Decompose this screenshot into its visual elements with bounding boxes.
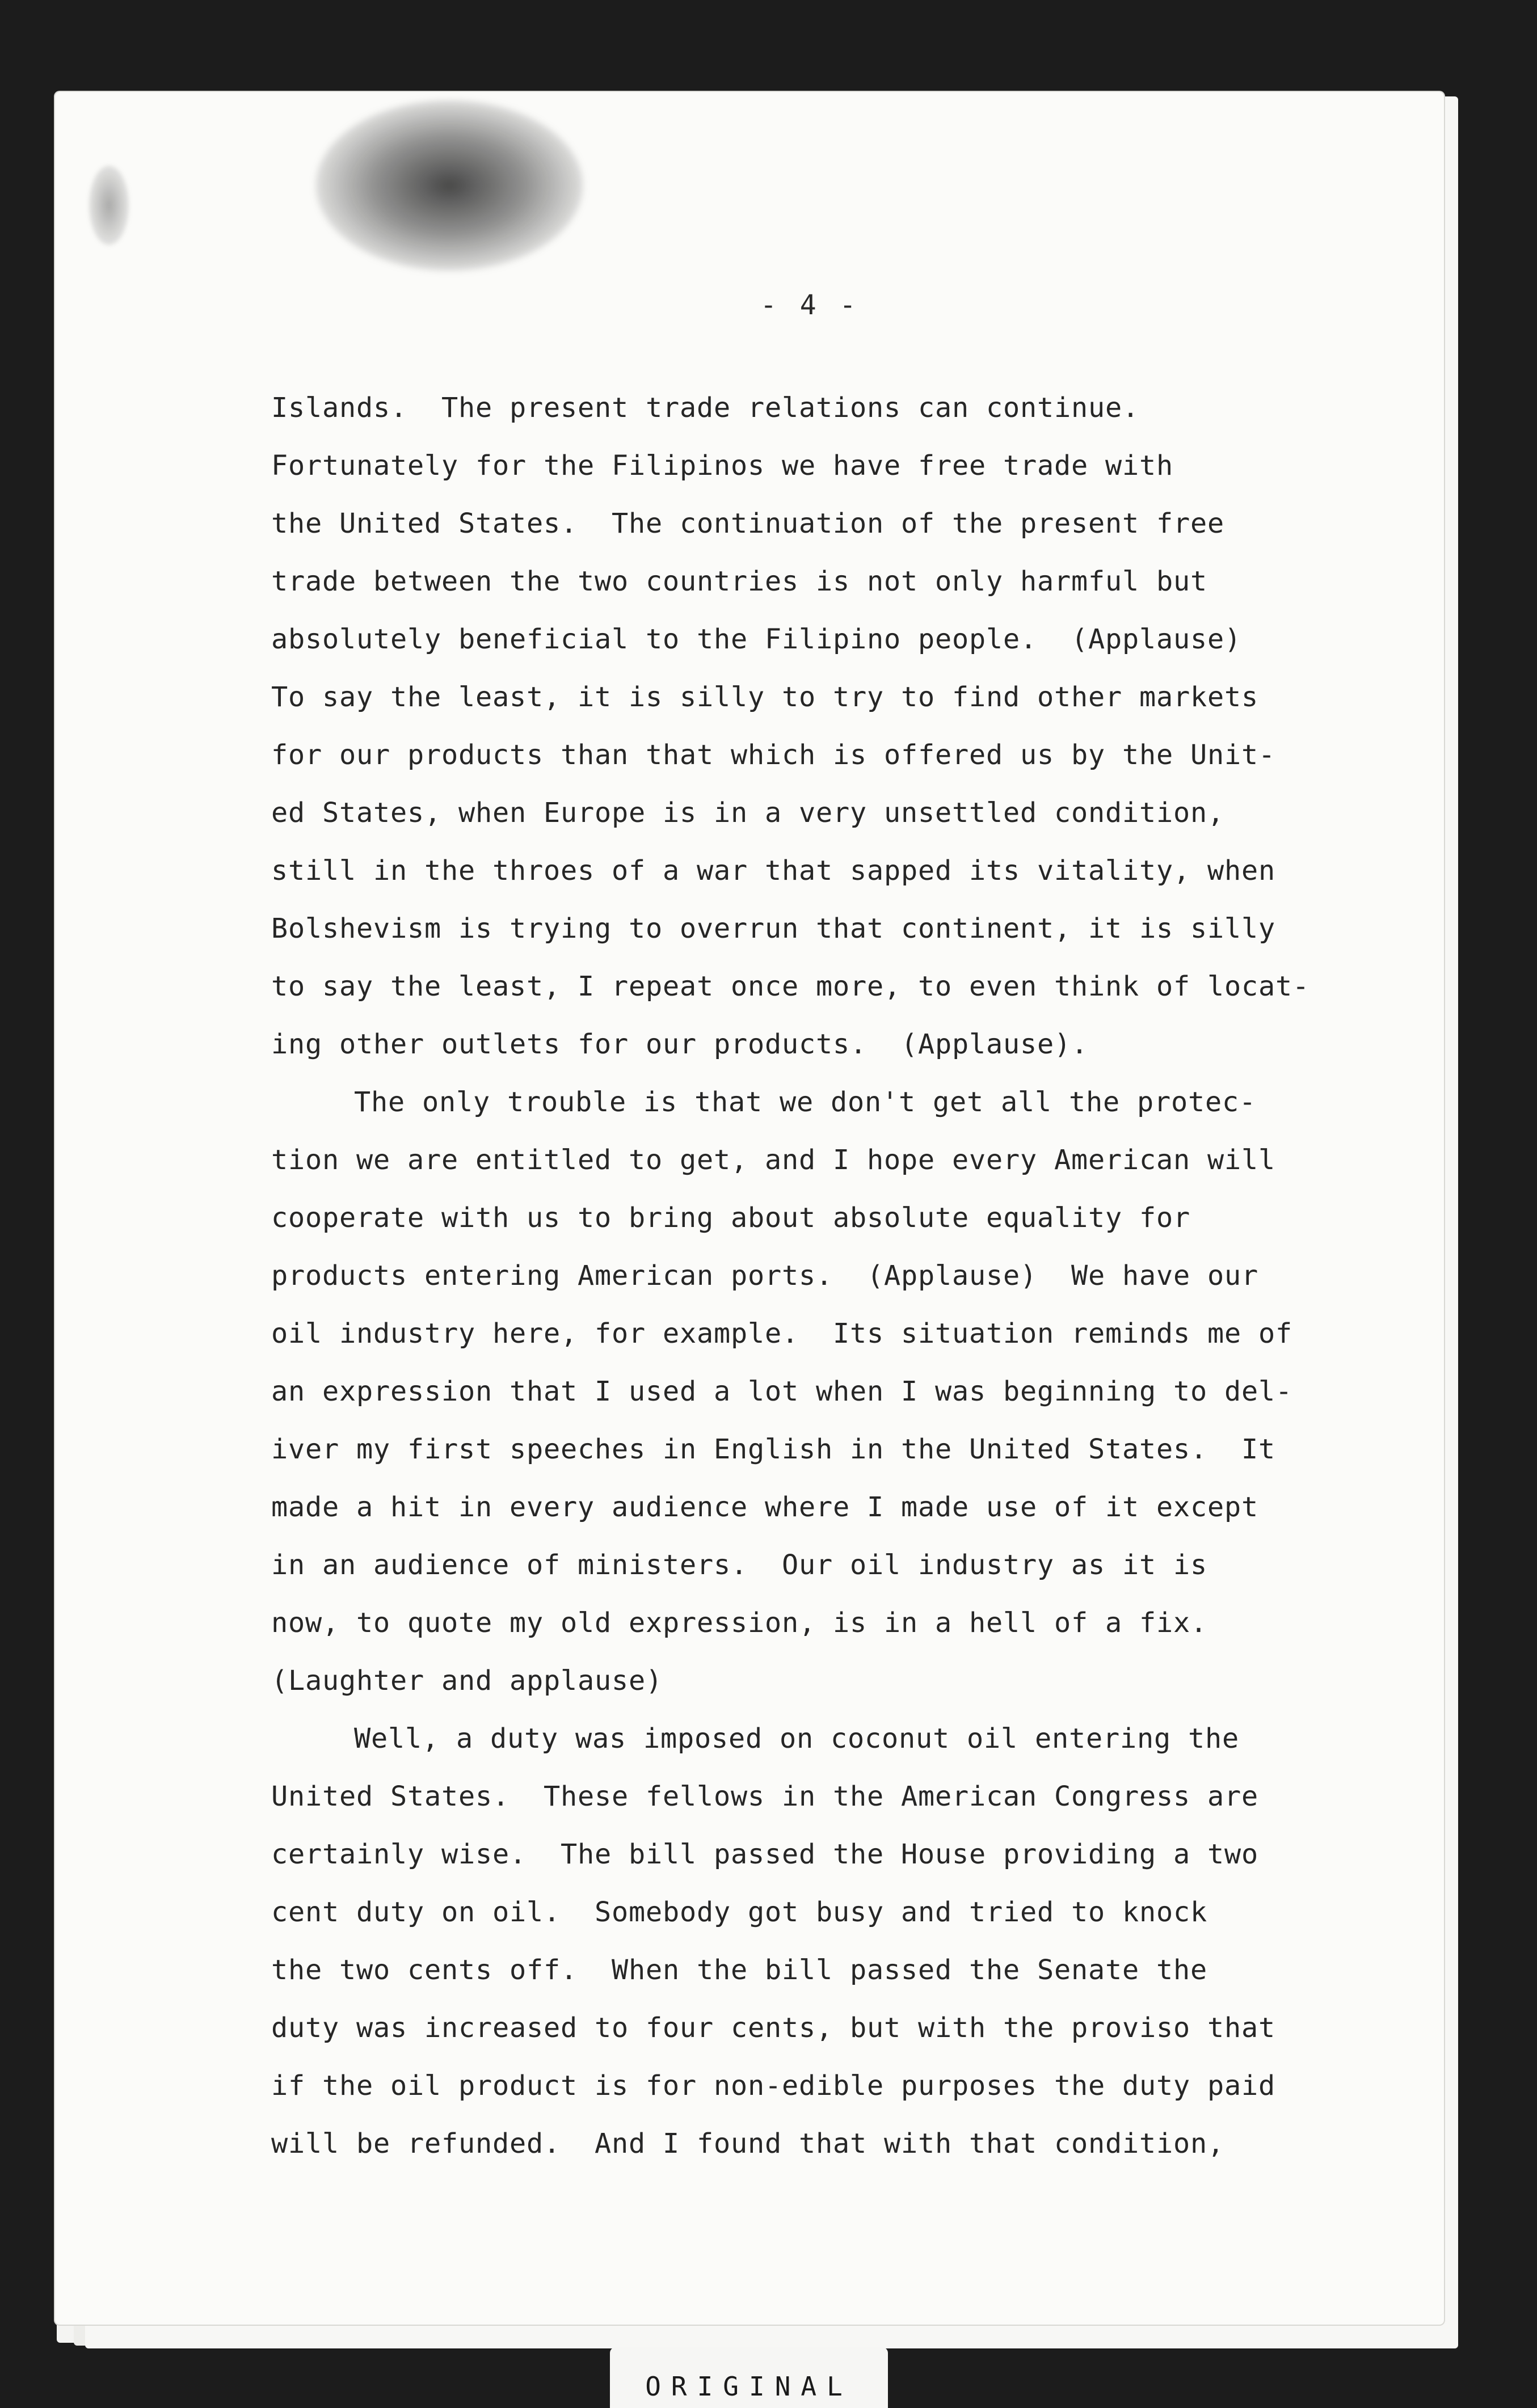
text-line: trade between the two countries is not only harmful but bbox=[271, 566, 1207, 597]
text-line: tion we are entitled to get, and I hope every American will bbox=[271, 1144, 1275, 1176]
text-line: still in the throes of a war that sapped its vitality, when bbox=[271, 855, 1275, 887]
text-line: Bolshevism is trying to overrun that continent, it is silly bbox=[271, 913, 1275, 944]
text-line: cooperate with us to bring about absolute equality for bbox=[271, 1202, 1190, 1234]
ink-smudge bbox=[89, 166, 129, 245]
text-line: in an audience of ministers. Our oil industry as it is bbox=[271, 1549, 1207, 1581]
original-stamp-label: ORIGINAL bbox=[645, 2371, 853, 2402]
text-line: now, to quote my old expression, is in a hell of a fix. bbox=[271, 1607, 1207, 1639]
text-line: ed States, when Europe is in a very unsettled condition, bbox=[271, 797, 1224, 829]
text-line: To say the least, it is silly to try to find other markets bbox=[271, 681, 1258, 713]
text-line: an expression that I used a lot when I was beginning to del- bbox=[271, 1376, 1292, 1407]
text-line: the two cents off. When the bill passed the Senate the bbox=[271, 1954, 1207, 1986]
text-line: absolutely beneficial to the Filipino people. (Applause) bbox=[271, 623, 1241, 655]
text-line: certainly wise. The bill passed the House providing a two bbox=[271, 1838, 1258, 1870]
ink-smudge bbox=[316, 100, 583, 271]
text-line: if the oil product is for non-edible purposes the duty paid bbox=[271, 2070, 1275, 2102]
text-line: Well, a duty was imposed on coconut oil entering the bbox=[354, 1723, 1239, 1755]
text-line: cent duty on oil. Somebody got busy and tried to knock bbox=[271, 1896, 1207, 1928]
original-stamp-tab bbox=[610, 2347, 888, 2408]
page-number: - 4 - bbox=[760, 289, 860, 321]
text-line: for our products than that which is offered us by the Unit- bbox=[271, 739, 1275, 771]
text-line: to say the least, I repeat once more, to even think of locat- bbox=[271, 971, 1309, 1002]
text-line: ing other outlets for our products. (Applause). bbox=[271, 1028, 1088, 1060]
text-line: will be refunded. And I found that with that condition, bbox=[271, 2128, 1224, 2160]
text-line: The only trouble is that we don't get all the protec- bbox=[354, 1086, 1256, 1118]
text-line: (Laughter and applause) bbox=[271, 1665, 663, 1697]
typewritten-body bbox=[271, 379, 1378, 2173]
text-line: the United States. The continuation of the present free bbox=[271, 508, 1224, 539]
text-line: oil industry here, for example. Its situation reminds me of bbox=[271, 1318, 1292, 1350]
text-line: Islands. The present trade relations can continue. bbox=[271, 392, 1139, 424]
text-line: iver my first speeches in English in the United States. It bbox=[271, 1433, 1275, 1465]
text-line: products entering American ports. (Applause) We have our bbox=[271, 1260, 1258, 1292]
text-line: United States. These fellows in the American Congress are bbox=[271, 1781, 1258, 1812]
text-line: made a hit in every audience where I made use of it except bbox=[271, 1491, 1258, 1523]
text-line: duty was increased to four cents, but with the proviso that bbox=[271, 2012, 1275, 2044]
text-line: Fortunately for the Filipinos we have free trade with bbox=[271, 450, 1173, 482]
